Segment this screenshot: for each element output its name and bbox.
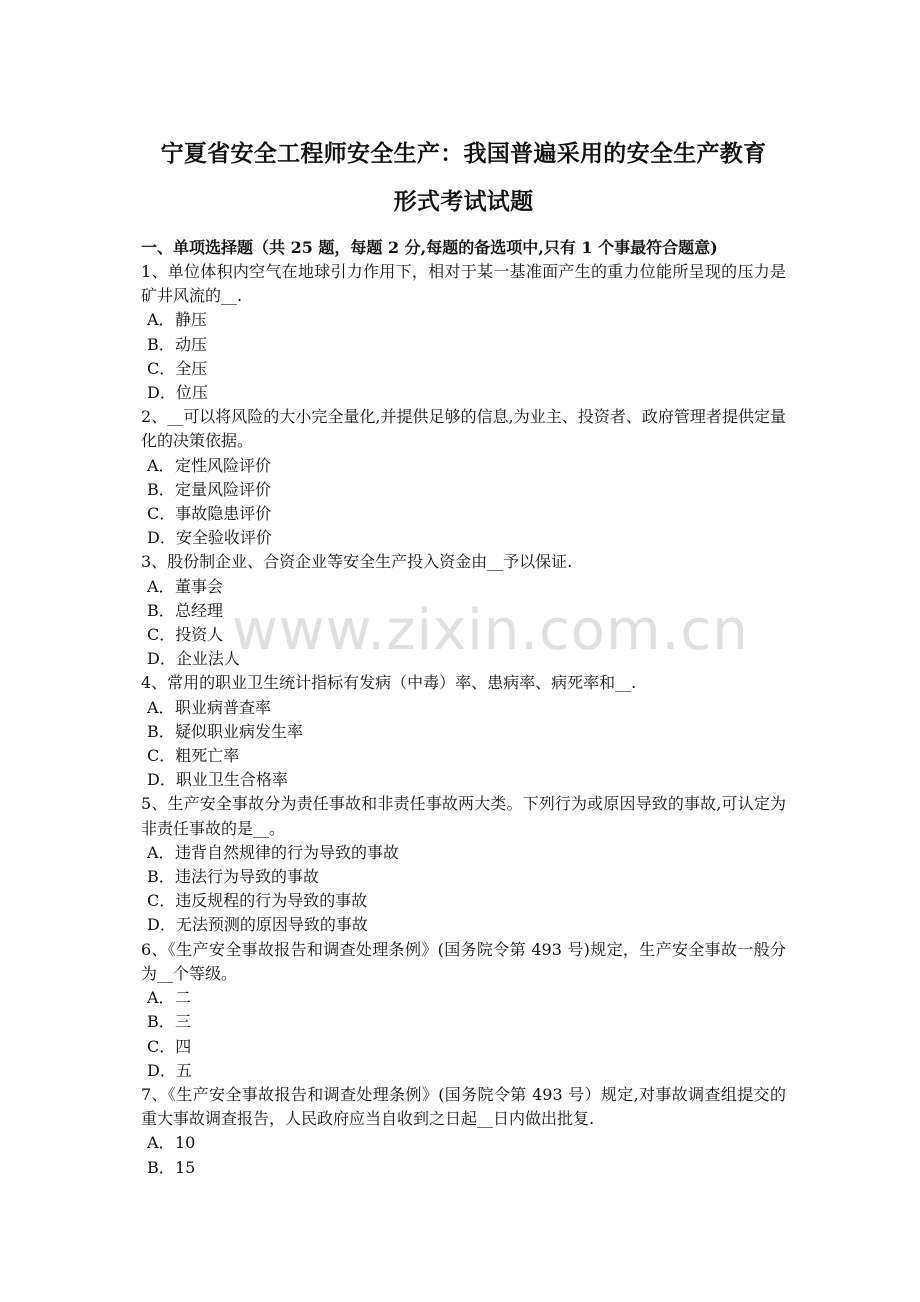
option-list <box>141 308 786 405</box>
option-letter: A． <box>147 697 175 717</box>
option-letter: B． <box>147 600 175 620</box>
option-letter: A． <box>147 1133 175 1153</box>
option-text: 三 <box>175 1012 192 1032</box>
option-letter: B． <box>147 479 175 499</box>
option-list <box>141 841 786 938</box>
question-text: 3、股份制企业、合资企业等安全生产投入资金由__予以保证. <box>141 552 573 572</box>
question-6 <box>141 938 786 1083</box>
document-title-line-2: 形式考试试题 <box>393 188 534 215</box>
option-letter: C． <box>147 746 176 766</box>
option-text: 安全验收评价 <box>175 528 272 548</box>
option-letter: B． <box>147 1157 175 1177</box>
question-2 <box>141 405 786 550</box>
option-letter: B． <box>147 334 175 354</box>
question-list <box>141 260 786 1180</box>
option-letter: D． <box>147 528 176 548</box>
option-letter: A． <box>147 310 175 330</box>
option-text: 事故隐患评价 <box>175 504 272 524</box>
option-text: 10 <box>175 1133 196 1153</box>
option-item <box>141 381 786 405</box>
option-letter: D． <box>147 770 176 790</box>
option-text: 违反规程的行为导致的事故 <box>175 891 368 911</box>
option-text: 职业病普查率 <box>175 697 272 717</box>
option-letter: D． <box>147 915 176 935</box>
option-list <box>141 986 786 1083</box>
question-1 <box>141 260 786 405</box>
option-text: 定性风险评价 <box>175 455 272 475</box>
option-text: 静压 <box>175 310 208 330</box>
question-text: 4、常用的职业卫生统计指标有发病（中毒）率、患病率、病死率和__. <box>141 673 637 693</box>
option-item <box>141 575 786 599</box>
option-text: 二 <box>175 988 192 1008</box>
option-item <box>141 696 786 720</box>
option-letter: C． <box>147 504 176 524</box>
question-4 <box>141 671 786 792</box>
question-3 <box>141 550 786 671</box>
option-list <box>141 1131 786 1179</box>
option-text: 无法预测的原因导致的事故 <box>175 915 368 935</box>
option-text: 违背自然规律的行为导致的事故 <box>175 842 400 862</box>
option-item <box>141 623 786 647</box>
option-item <box>141 1131 786 1155</box>
option-item <box>141 599 786 623</box>
document-page <box>141 128 786 1180</box>
question-text: 7、《生产安全事故报告和调查处理条例》(国务院令第 493 号）规定,对事故调查组提交的重大事故调查报告，人民政府应当自收到之日起__日内做出批复. <box>141 1084 786 1129</box>
option-letter: B． <box>147 721 175 741</box>
option-item <box>141 744 786 768</box>
option-letter: B． <box>147 1012 175 1032</box>
question-7 <box>141 1083 786 1180</box>
option-text: 董事会 <box>175 576 224 596</box>
option-list <box>141 575 786 672</box>
option-item <box>141 768 786 792</box>
option-text: 定量风险评价 <box>175 479 272 499</box>
option-text: 总经理 <box>175 600 224 620</box>
option-letter: C． <box>147 1036 176 1056</box>
option-text: 疑似职业病发生率 <box>175 721 304 741</box>
option-item <box>141 454 786 478</box>
option-item <box>141 841 786 865</box>
option-item <box>141 913 786 937</box>
option-item <box>141 889 786 913</box>
option-letter: D． <box>147 649 176 669</box>
option-text: 粗死亡率 <box>175 746 240 766</box>
option-item <box>141 526 786 550</box>
option-text: 15 <box>175 1157 196 1177</box>
question-text: 2、__可以将风险的大小完全量化,并提供足够的信息,为业主、投资者、政府管理者提供定量化的决策依据。 <box>141 407 786 451</box>
option-item <box>141 1035 786 1059</box>
option-text: 四 <box>175 1036 192 1056</box>
option-item <box>141 1059 786 1083</box>
option-letter: A． <box>147 576 175 596</box>
option-item <box>141 502 786 526</box>
option-letter: B． <box>147 867 175 887</box>
option-text: 五 <box>175 1060 192 1080</box>
option-text: 位压 <box>175 383 208 403</box>
question-text: 1、单位体积内空气在地球引力作用下，相对于某一基准面产生的重力位能所呈现的压力是矿井风流的__. <box>141 262 786 306</box>
option-text: 动压 <box>175 334 208 354</box>
watermark: www.zixin.com.cn <box>232 598 749 663</box>
option-item <box>141 647 786 671</box>
option-item <box>141 333 786 357</box>
section-heading: 一、单项选择题（共 25 题，每题 2 分,每题的备选项中,只有 1 个事最符合题意) <box>141 238 718 257</box>
option-item <box>141 986 786 1010</box>
option-letter: A． <box>147 455 175 475</box>
option-letter: D． <box>147 1060 176 1080</box>
option-text: 企业法人 <box>175 649 240 669</box>
question-text: 5、生产安全事故分为责任事故和非责任事故两大类。下列行为或原因导致的事故,可认定为非责任事故的是__。 <box>141 794 786 838</box>
option-list <box>141 696 786 793</box>
option-letter: C． <box>147 891 176 911</box>
document-title-line-1: 宁夏省安全工程师安全生产：我国普遍采用的安全生产教育 <box>160 140 767 167</box>
question-5 <box>141 792 786 937</box>
option-list <box>141 454 786 551</box>
option-text: 职业卫生合格率 <box>175 770 288 790</box>
option-item <box>141 1010 786 1034</box>
option-item <box>141 1156 786 1180</box>
option-letter: D． <box>147 383 176 403</box>
option-letter: C． <box>147 625 176 645</box>
option-item <box>141 865 786 889</box>
option-text: 违法行为导致的事故 <box>175 867 320 887</box>
option-item <box>141 720 786 744</box>
option-item <box>141 478 786 502</box>
question-text: 6、《生产安全事故报告和调查处理条例》(国务院令第 493 号)规定，生产安全事故一般分为__个等级。 <box>141 939 786 983</box>
option-text: 全压 <box>175 358 208 378</box>
option-letter: A． <box>147 988 175 1008</box>
option-letter: C． <box>147 358 176 378</box>
option-item <box>141 308 786 332</box>
option-item <box>141 357 786 381</box>
option-letter: A． <box>147 842 175 862</box>
option-text: 投资人 <box>175 625 224 645</box>
